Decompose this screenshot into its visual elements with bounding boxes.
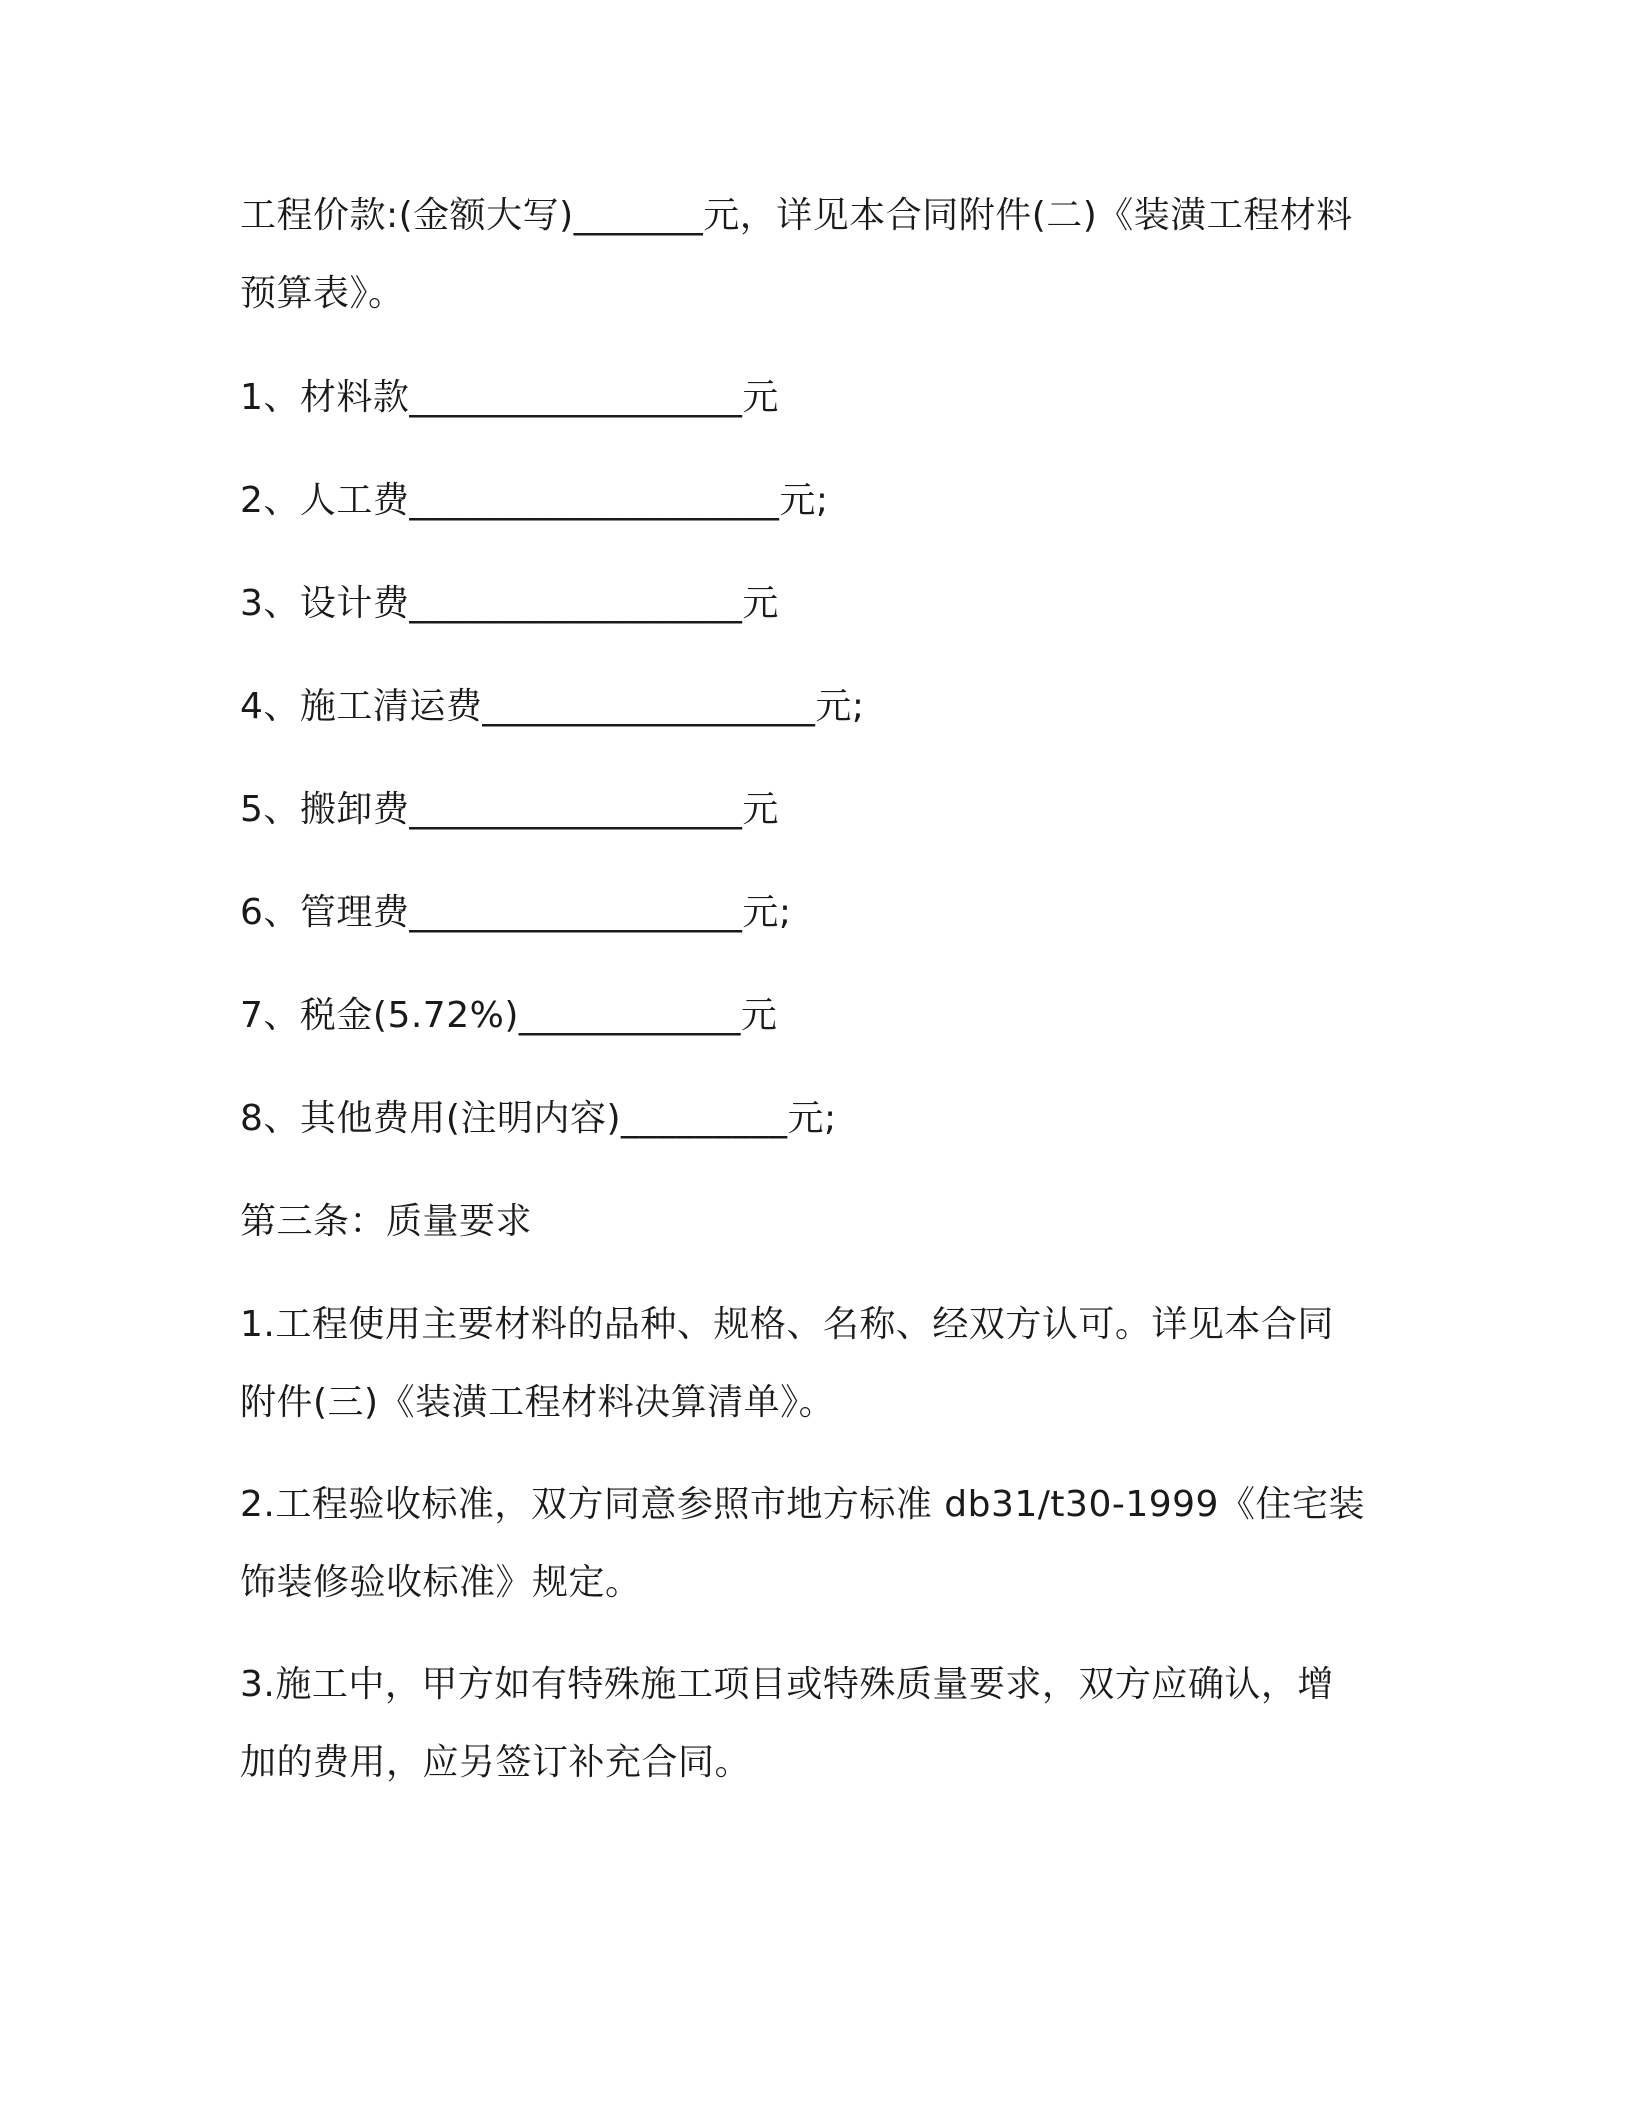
quality-item-3-line-2: 加的费用，应另签订补充合同。 [240, 1742, 752, 1783]
price-paragraph-line-1: 工程价款:(金额大写)_______元，详见本合同附件(二)《装潢工程材料 [240, 195, 1353, 236]
fee-item-cleanup: 4、施工清运费__________________元; [240, 686, 865, 727]
quality-item-2-line-2: 饰装修验收标准》规定。 [240, 1562, 642, 1603]
fee-item-moving: 5、搬卸费__________________元 [240, 789, 779, 830]
quality-item-1-line-1: 1.工程使用主要材料的品种、规格、名称、经双方认可。详见本合同 [240, 1304, 1334, 1345]
section-title-quality: 第三条：质量要求 [240, 1201, 533, 1242]
quality-item-2-line-1: 2.工程验收标准，双方同意参照市地方标准 db31/t30-1999《住宅装 [240, 1484, 1365, 1525]
fee-item-design: 3、设计费__________________元 [240, 583, 779, 624]
fee-item-labor: 2、人工费____________________元; [240, 480, 829, 521]
fee-item-tax: 7、税金(5.72%)____________元 [240, 995, 778, 1036]
fee-item-management: 6、管理费__________________元; [240, 892, 792, 933]
price-paragraph-line-2: 预算表》。 [240, 273, 405, 314]
fee-item-other: 8、其他费用(注明内容)_________元; [240, 1098, 837, 1139]
quality-item-3-line-1: 3.施工中，甲方如有特殊施工项目或特殊质量要求，双方应确认，增 [240, 1664, 1334, 1705]
fee-item-materials: 1、材料款__________________元 [240, 377, 779, 418]
quality-item-1-line-2: 附件(三)《装潢工程材料决算清单》。 [240, 1382, 836, 1423]
